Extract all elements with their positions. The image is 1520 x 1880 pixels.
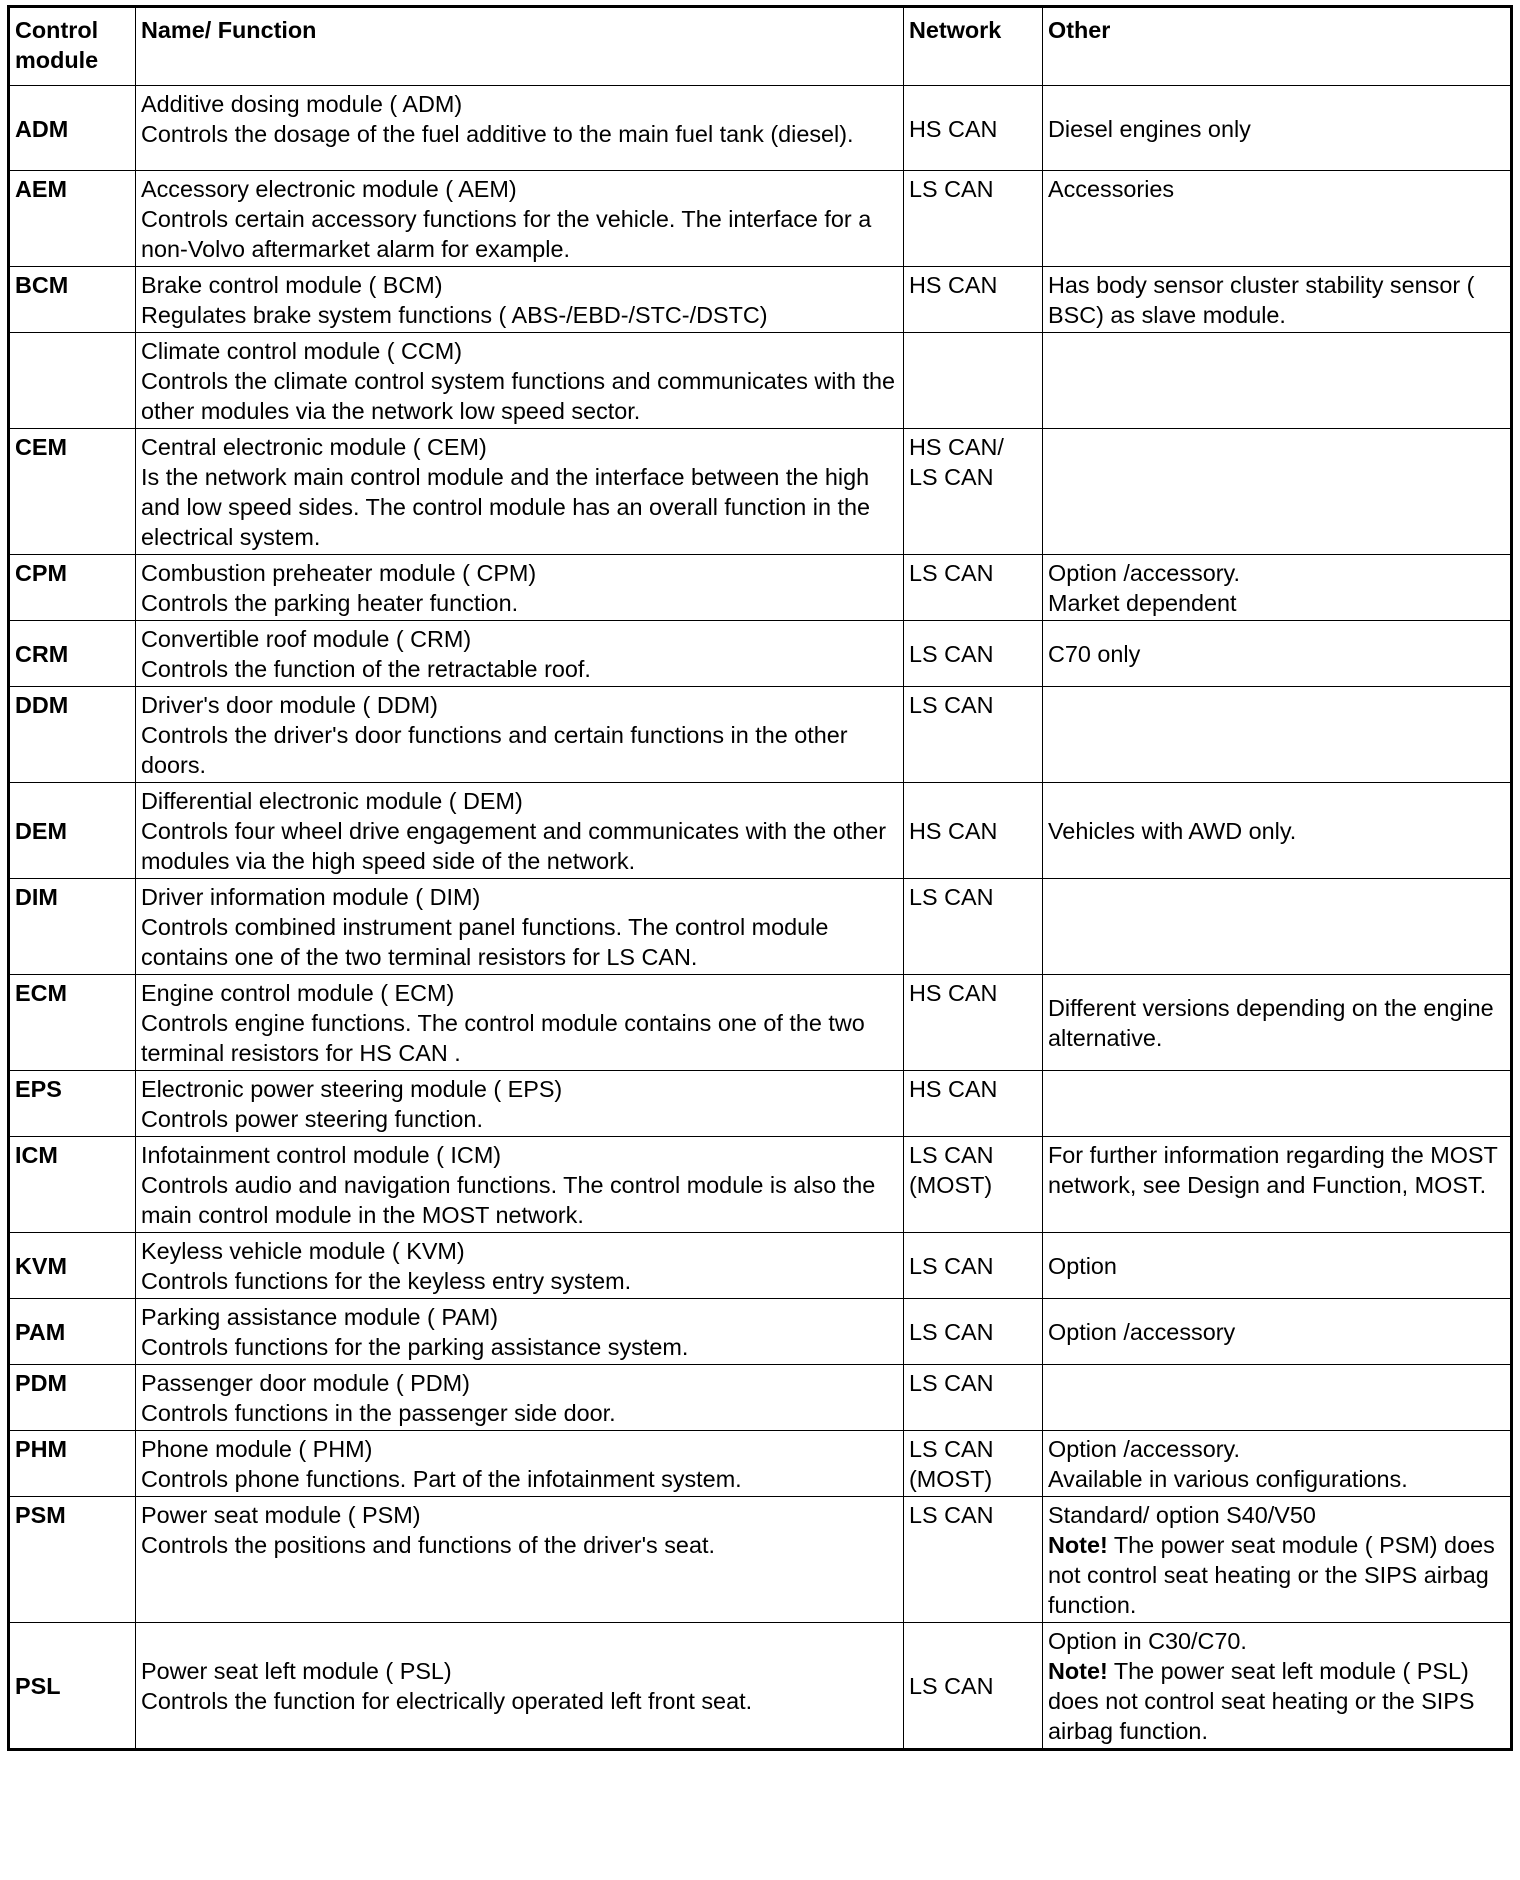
module-other: [1043, 333, 1512, 429]
module-network: LS CAN: [904, 171, 1043, 267]
module-network-line2: (MOST): [909, 1466, 993, 1492]
module-code: BCM: [9, 267, 136, 333]
table-row: [9, 1623, 1512, 1750]
module-function: Controls the function of the retractable roof.: [141, 656, 591, 682]
table-row: [9, 879, 1512, 975]
module-other-note: [1048, 1658, 1475, 1744]
module-other-line1: Option /accessory.: [1048, 560, 1240, 586]
module-name-function: [136, 621, 904, 687]
module-other-line2: Market dependent: [1048, 590, 1237, 616]
table-row: [9, 1497, 1512, 1623]
module-name-function: [136, 429, 904, 555]
module-code: [9, 333, 136, 429]
module-function: Controls the dosage of the fuel additive to the main fuel tank (diesel).: [141, 121, 854, 147]
module-other-line2: Available in various configurations.: [1048, 1466, 1408, 1492]
module-other: Vehicles with AWD only.: [1043, 783, 1512, 879]
module-other: [1043, 1071, 1512, 1137]
module-network: HS CAN: [904, 86, 1043, 171]
module-network: LS CAN: [904, 1365, 1043, 1431]
module-name: Central electronic module ( CEM): [141, 434, 487, 460]
module-function: Controls phone functions. Part of the infotainment system.: [141, 1466, 742, 1492]
module-name-function: [136, 1365, 904, 1431]
module-function: Controls the climate control system functions and communicates with the other modules via the network low speed sector.: [141, 368, 896, 424]
module-name: Differential electronic module ( DEM): [141, 788, 523, 814]
header-control-module-line1: Control: [15, 17, 99, 43]
module-other: [1043, 1497, 1512, 1623]
module-function: Is the network main control module and the interface between the high and low speed sides. The control module has an overall function in the electrical system.: [141, 464, 871, 550]
module-code: CPM: [9, 555, 136, 621]
module-name: Infotainment control module ( ICM): [141, 1142, 502, 1168]
table-row: [9, 86, 1512, 171]
table-row: [9, 783, 1512, 879]
module-network-line2: (MOST): [909, 1172, 993, 1198]
module-name-function: [136, 687, 904, 783]
module-network: LS CAN: [904, 555, 1043, 621]
module-other: [1043, 555, 1512, 621]
module-other: Diesel engines only: [1043, 86, 1512, 171]
module-name-function: [136, 171, 904, 267]
module-other: [1043, 687, 1512, 783]
module-other: [1043, 1431, 1512, 1497]
module-name: Parking assistance module ( PAM): [141, 1304, 499, 1330]
module-network: LS CAN: [904, 1623, 1043, 1750]
note-text: The power seat left module ( PSL) does not control seat heating or the SIPS airbag function.: [1048, 1658, 1475, 1744]
module-other: Accessories: [1043, 171, 1512, 267]
module-name: Driver's door module ( DDM): [141, 692, 438, 718]
note-label: Note!: [1048, 1532, 1108, 1558]
module-name: Phone module ( PHM): [141, 1436, 373, 1462]
module-other: Option /accessory: [1043, 1299, 1512, 1365]
module-name-function: [136, 1071, 904, 1137]
module-name-function: [136, 879, 904, 975]
module-function: Controls the parking heater function.: [141, 590, 519, 616]
module-name-function: [136, 1299, 904, 1365]
module-other: [1043, 879, 1512, 975]
module-function: Controls combined instrument panel functions. The control module contains one of the two terminal resistors for LS CAN.: [141, 914, 829, 970]
module-network: HS CAN: [904, 1071, 1043, 1137]
table-row: [9, 621, 1512, 687]
module-code: KVM: [9, 1233, 136, 1299]
module-code: PSM: [9, 1497, 136, 1623]
module-network: LS CAN: [904, 621, 1043, 687]
module-code: EPS: [9, 1071, 136, 1137]
module-code: PHM: [9, 1431, 136, 1497]
module-other: Option: [1043, 1233, 1512, 1299]
module-function: Controls the positions and functions of the driver's seat.: [141, 1532, 715, 1558]
module-function: Controls four wheel drive engagement and communicates with the other modules via the high speed side of the network.: [141, 818, 887, 874]
module-name: Passenger door module ( PDM): [141, 1370, 470, 1396]
module-network: [904, 429, 1043, 555]
module-function: Controls functions for the parking assistance system.: [141, 1334, 689, 1360]
module-name-function: [136, 1497, 904, 1623]
table-row: [9, 687, 1512, 783]
module-name-function: [136, 1233, 904, 1299]
module-function: Controls power steering function.: [141, 1106, 483, 1132]
module-code: DDM: [9, 687, 136, 783]
module-name: Accessory electronic module ( AEM): [141, 176, 517, 202]
table-row: [9, 1137, 1512, 1233]
module-name-function: [136, 555, 904, 621]
module-function: Controls certain accessory functions for the vehicle. The interface for a non-Volvo aftermarket alarm for example.: [141, 206, 872, 262]
module-network-line1: HS CAN/: [909, 434, 1004, 460]
module-name: Climate control module ( CCM): [141, 338, 463, 364]
table-header-row: [9, 7, 1512, 86]
table-row: [9, 975, 1512, 1071]
module-name: Brake control module ( BCM): [141, 272, 443, 298]
module-other: For further information regarding the MOST network, see Design and Function, MOST.: [1043, 1137, 1512, 1233]
module-network: HS CAN: [904, 267, 1043, 333]
module-function: Regulates brake system functions ( ABS-/EBD-/STC-/DSTC): [141, 302, 768, 328]
table-row: [9, 171, 1512, 267]
module-code: DIM: [9, 879, 136, 975]
module-function: Controls the function for electrically operated left front seat.: [141, 1688, 753, 1714]
module-name: Electronic power steering module ( EPS): [141, 1076, 563, 1102]
module-network: HS CAN: [904, 783, 1043, 879]
table-row: [9, 1071, 1512, 1137]
module-network: [904, 1431, 1043, 1497]
module-other: [1043, 1623, 1512, 1750]
module-network-line2: LS CAN: [909, 464, 994, 490]
module-function: Controls audio and navigation functions. The control module is also the main control module in the MOST network.: [141, 1172, 876, 1228]
module-code: ICM: [9, 1137, 136, 1233]
module-other-note: [1048, 1532, 1495, 1618]
module-network: LS CAN: [904, 687, 1043, 783]
table-row: [9, 1233, 1512, 1299]
module-network: [904, 333, 1043, 429]
module-code: AEM: [9, 171, 136, 267]
table-row: [9, 333, 1512, 429]
module-function: Controls engine functions. The control module contains one of the two terminal resistors for HS CAN .: [141, 1010, 865, 1066]
module-name-function: [136, 783, 904, 879]
module-name-function: [136, 1431, 904, 1497]
note-label: Note!: [1048, 1658, 1108, 1684]
table-row: [9, 1299, 1512, 1365]
module-network: LS CAN: [904, 1497, 1043, 1623]
module-network: LS CAN: [904, 879, 1043, 975]
module-network: [904, 1137, 1043, 1233]
module-network-line1: LS CAN: [909, 1436, 994, 1462]
module-other: Different versions depending on the engine alternative.: [1043, 975, 1512, 1071]
module-name-function: [136, 267, 904, 333]
control-module-table: [7, 5, 1513, 1751]
module-code: CRM: [9, 621, 136, 687]
header-control-module-line2: module: [15, 47, 99, 73]
header-network: Network: [904, 7, 1043, 86]
module-network: HS CAN: [904, 975, 1043, 1071]
table-row: [9, 1431, 1512, 1497]
module-name-function: [136, 1623, 904, 1750]
module-code: PSL: [9, 1623, 136, 1750]
module-other-line1: Option in C30/C70.: [1048, 1628, 1247, 1654]
module-name: Engine control module ( ECM): [141, 980, 455, 1006]
module-name-function: [136, 86, 904, 171]
module-name: Power seat module ( PSM): [141, 1502, 421, 1528]
header-other: Other: [1043, 7, 1512, 86]
module-name-function: [136, 1137, 904, 1233]
module-code: DEM: [9, 783, 136, 879]
module-name-function: [136, 975, 904, 1071]
module-other-line1: Option /accessory.: [1048, 1436, 1240, 1462]
header-name-function: Name/ Function: [136, 7, 904, 86]
module-code: PAM: [9, 1299, 136, 1365]
module-code: CEM: [9, 429, 136, 555]
table-row: [9, 555, 1512, 621]
note-text: The power seat module ( PSM) does not control seat heating or the SIPS airbag function.: [1048, 1532, 1495, 1618]
header-control-module: [9, 7, 136, 86]
table-row: [9, 429, 1512, 555]
table-row: [9, 1365, 1512, 1431]
module-function: Controls functions in the passenger side door.: [141, 1400, 616, 1426]
module-name: Power seat left module ( PSL): [141, 1658, 452, 1684]
module-other: [1043, 429, 1512, 555]
module-other: [1043, 1365, 1512, 1431]
module-name: Combustion preheater module ( CPM): [141, 560, 537, 586]
module-name-function: [136, 333, 904, 429]
module-name: Keyless vehicle module ( KVM): [141, 1238, 465, 1264]
module-network: LS CAN: [904, 1233, 1043, 1299]
module-function: Controls functions for the keyless entry system.: [141, 1268, 632, 1294]
module-other: C70 only: [1043, 621, 1512, 687]
module-network-line1: LS CAN: [909, 1142, 994, 1168]
module-code: ECM: [9, 975, 136, 1071]
module-other: Has body sensor cluster stability sensor ( BSC) as slave module.: [1043, 267, 1512, 333]
module-other-line1: Standard/ option S40/V50: [1048, 1502, 1316, 1528]
module-network: LS CAN: [904, 1299, 1043, 1365]
module-name: Additive dosing module ( ADM): [141, 91, 463, 117]
module-name: Convertible roof module ( CRM): [141, 626, 472, 652]
module-code: ADM: [9, 86, 136, 171]
table-row: [9, 267, 1512, 333]
module-function: Controls the driver's door functions and certain functions in the other doors.: [141, 722, 848, 778]
module-code: PDM: [9, 1365, 136, 1431]
module-name: Driver information module ( DIM): [141, 884, 481, 910]
